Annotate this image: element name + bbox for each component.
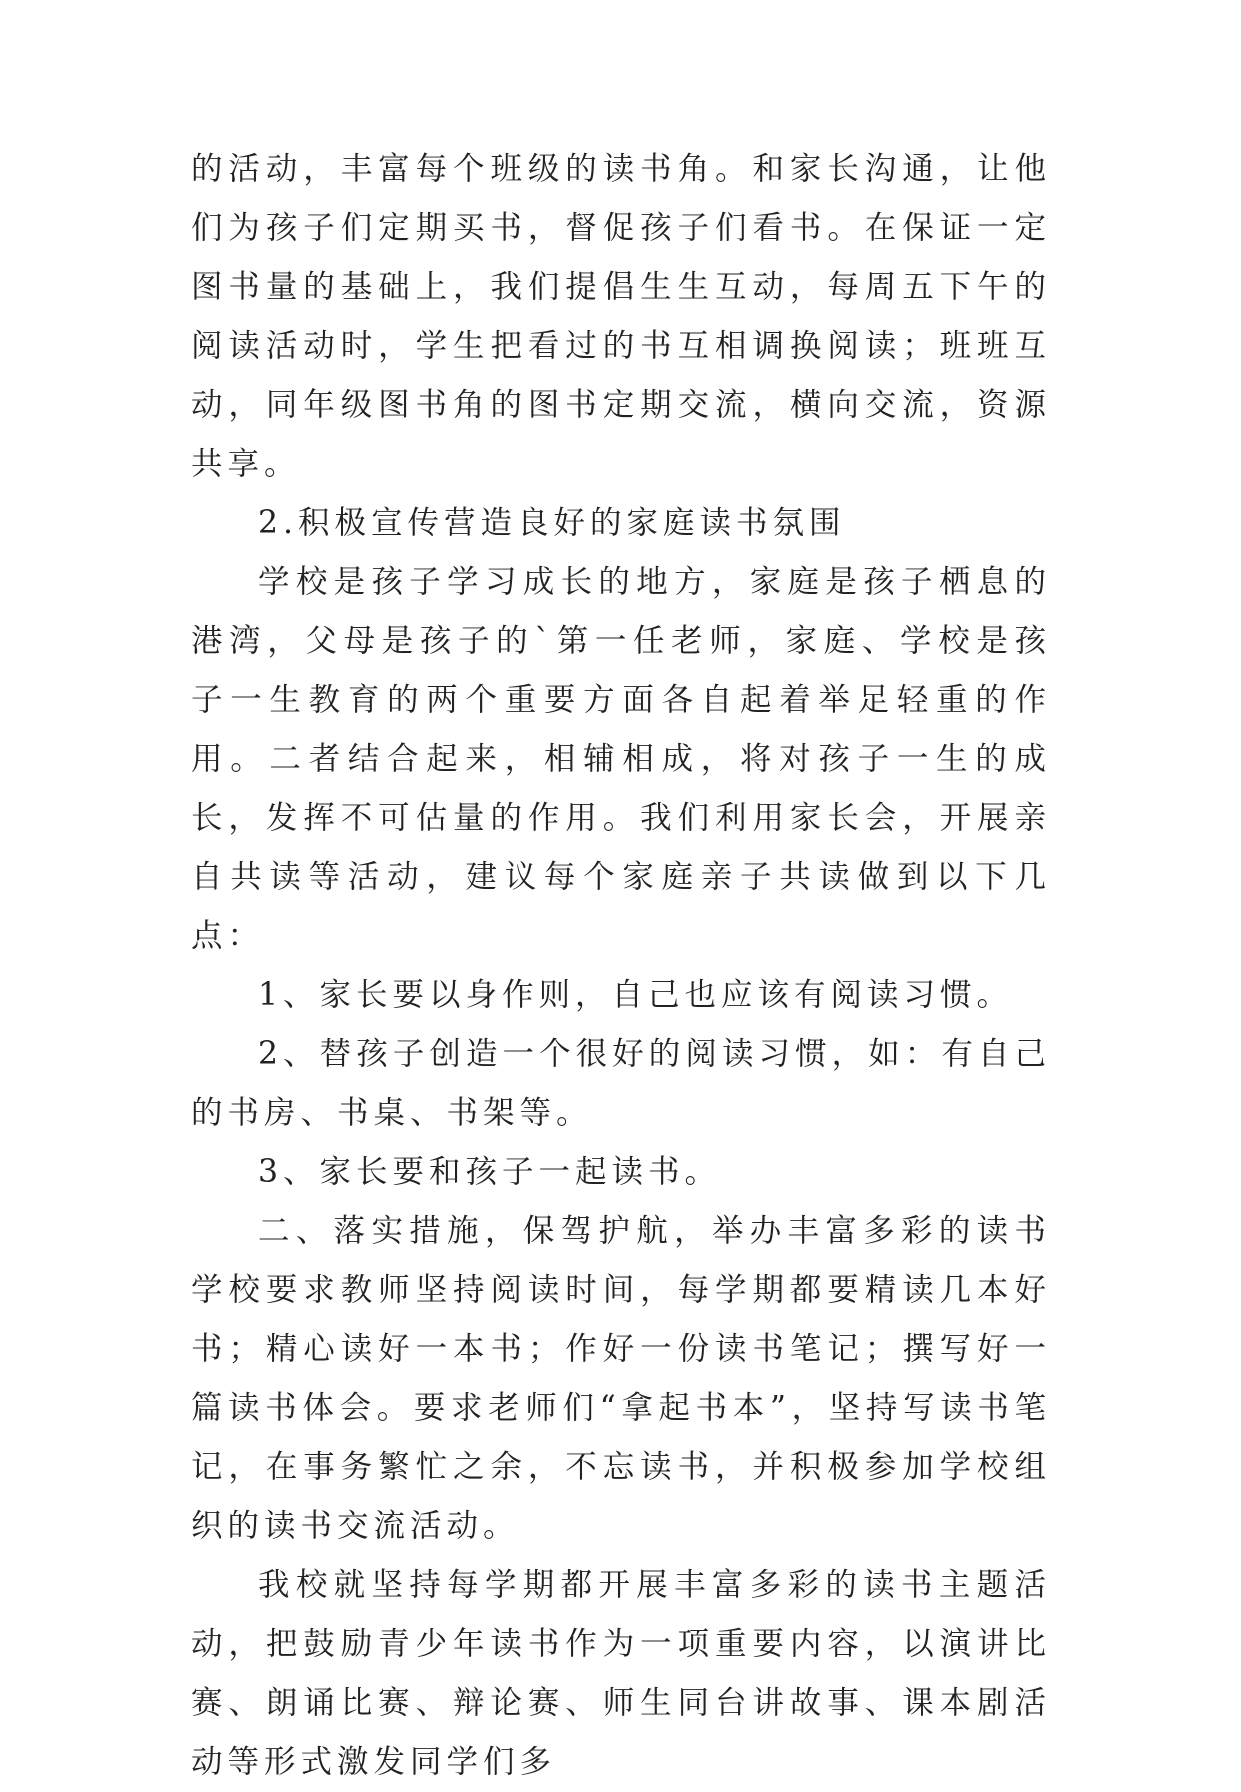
section-heading: 2.积极宣传营造良好的家庭读书氛围 [258, 505, 846, 541]
paragraph: 二、落实措施，保驾护航，举办丰富多彩的读书学校要求教师坚持阅读时间，每学期都要精读几本好书；精心读好一本书；作好一份读书笔记；撰写好一篇读书体会。要求老师们“拿起书本”，坚持写读书笔记，在事务繁忙之余，不忘读书，并积极参加学校组织的读书交流活动。 [191, 1213, 1051, 1544]
list-item: 1、家长要以身作则，自己也应该有阅读习惯。 [258, 977, 1014, 1013]
paragraph: 我校就坚持每学期都开展丰富多彩的读书主题活动，把鼓励青少年读书作为一项重要内容，以演讲比赛、朗诵比赛、辩论赛、师生同台讲故事、课本剧活动等形式激发同学们多 [191, 1567, 1051, 1780]
list-item: 3、家长要和孩子一起读书。 [258, 1154, 722, 1190]
list-item: 2、替孩子创造一个很好的阅读习惯，如：有自己的书房、书桌、书架等。 [191, 1036, 1051, 1131]
paragraph-continuation: 的活动，丰富每个班级的读书角。和家长沟通，让他们为孩子们定期买书，督促孩子们看书。在保证一定图书量的基础上，我们提倡生生互动，每周五下午的阅读活动时，学生把看过的书互相调换阅读；班班互动，同年级图书角的图书定期交流，横向交流，资源共享。 [191, 151, 1051, 482]
paragraph: 学校是孩子学习成长的地方，家庭是孩子栖息的港湾，父母是孩子的`第一任老师，家庭、学校是孩子一生教育的两个重要方面各自起着举足轻重的作用。二者结合起来，相辅相成，将对孩子一生的成长，发挥不可估量的作用。我们利用家长会，开展亲自共读等活动，建议每个家庭亲子共读做到以下几点： [191, 564, 1051, 954]
document-body [191, 140, 1051, 1792]
